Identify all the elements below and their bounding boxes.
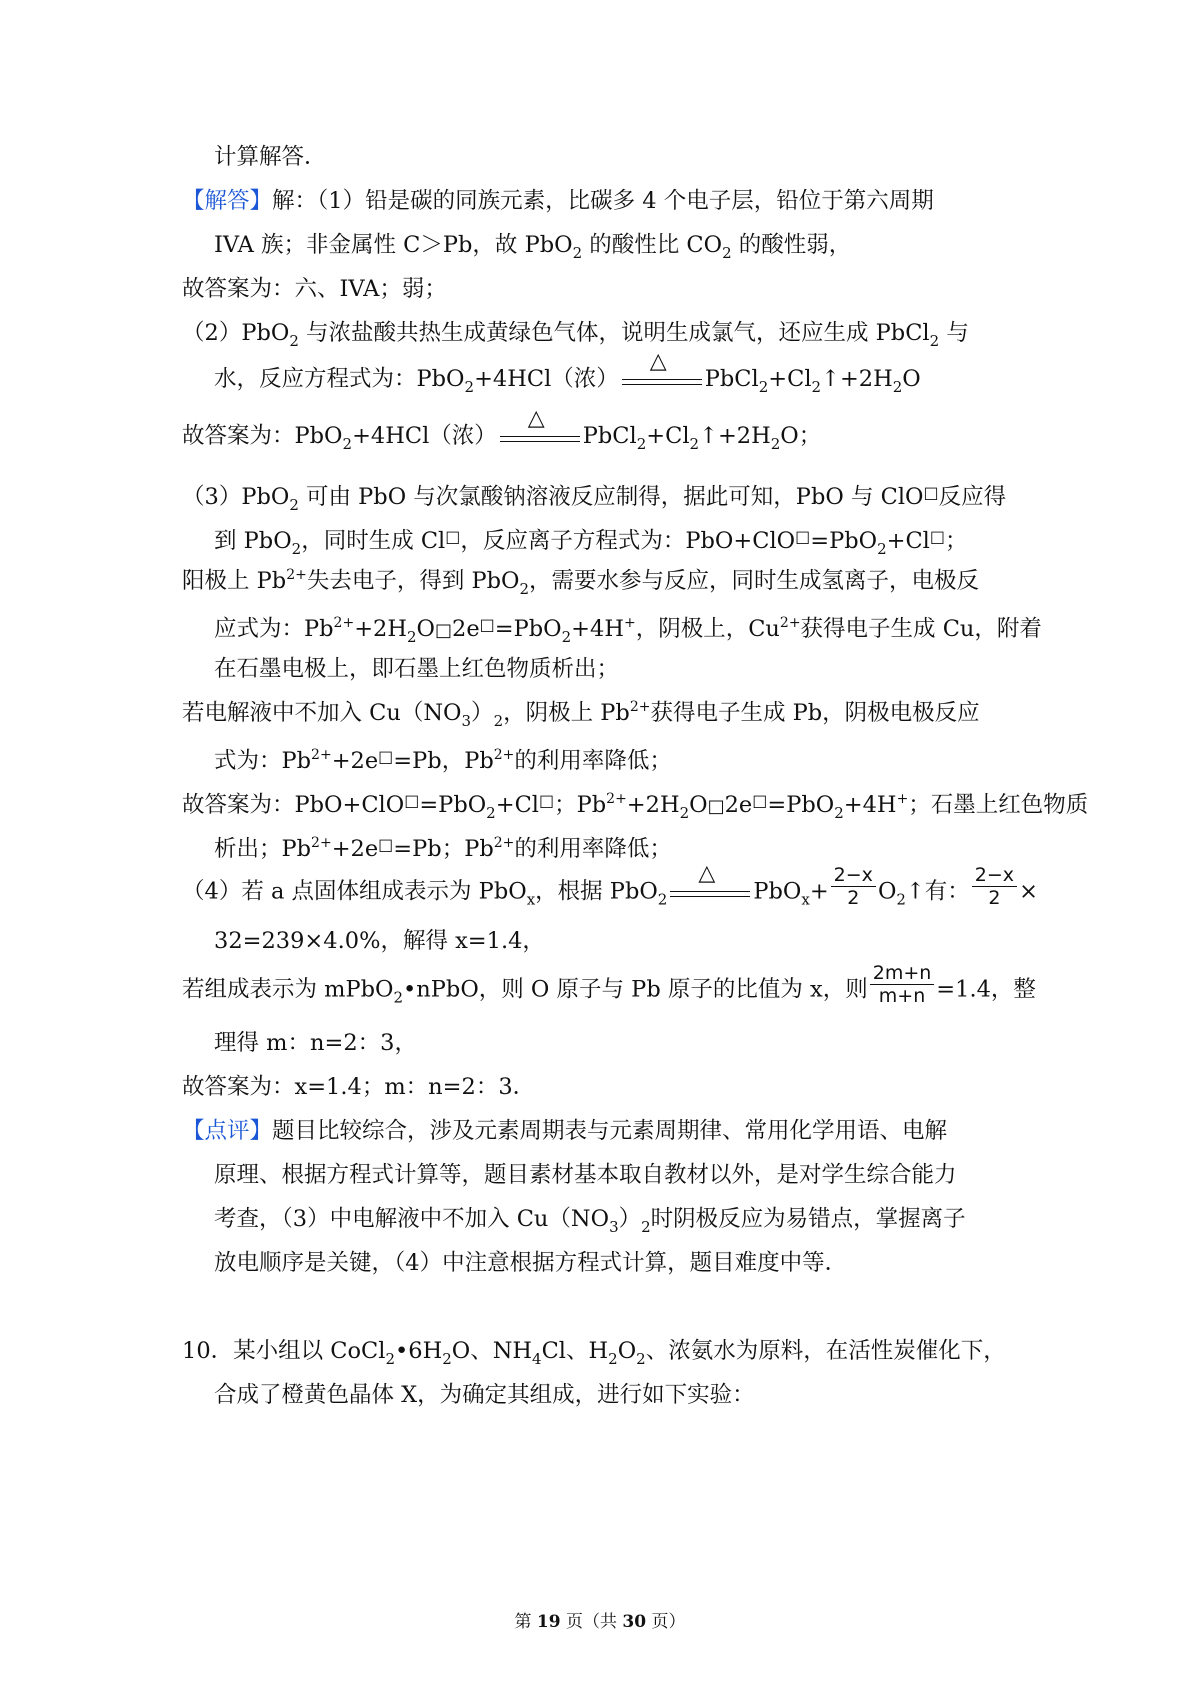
answer-part4-line1: （4）若 a 点固体组成表示为 PbO$_x$，根据 PbO$_2$ △ PbO$_x$+ $\frac{2-x}{2}$ $O_2↑$有： $\frac{2-x}{2}$ × <box>182 861 1038 909</box>
answer-part3-line4: 应式为：$Pb^{2+}+2H_2O□2e^□=PbO_2+4H^+$，阴极上，$Cu^{2+}$获得电子生成 Cu，附着 <box>214 615 1042 646</box>
answer-part3-line1: （3）PbO$_2$ 可由 PbO 与次氯酸钠溶液反应制得，据此可知，PbO 与 ClO□反应得 <box>182 483 1007 514</box>
answer-part1-line2: IVA 族；非金属性 C＞Pb，故 PbO$_2$ 的酸性比 $CO_2$ 的酸性弱， <box>214 232 852 262</box>
page-footer: 第 19 页（共 30 页） <box>514 1612 686 1632</box>
answer-part4-line3: 若组成表示为 mPbO$_2$•nPbO，则 O 原子与 Pb 原子的比值为 x，则 $\frac{2m+n}{m+n}$ =1.4，整 <box>182 962 1036 1007</box>
fraction-2-minus-x-over-2: $\frac{2-x}{2}$ <box>972 864 1017 909</box>
answer-part3-result1: 故答案为：PbO+ClO□=PbO$_2$+Cl□；$Pb^{2+}+2H_2O□2e^□=PbO_2+4H^+$；石墨上红色物质 <box>182 791 1089 822</box>
answer-tag: 【解答】 <box>182 188 273 214</box>
comment-line4: 放电顺序是关键，（4）中注意根据方程式计算，题目难度中等． <box>214 1250 848 1276</box>
analysis-tail: 计算解答． <box>214 144 327 170</box>
comment-line3: 考查，（3）中电解液中不加入 $Cu(NO_3)_2$时阴极反应为易错点，掌握离子 <box>214 1206 966 1236</box>
answer-part3-line5: 在石墨电极上，即石墨上红色物质析出； <box>214 656 620 682</box>
heat-condition-sign: △ <box>620 364 704 394</box>
answer-part3-line7: 式为：$Pb^{2+}+2e^□=Pb$，$Pb^{2+}$的利用率降低； <box>214 747 672 774</box>
comment-line2: 原理、根据方程式计算等，题目素材基本取自教材以外，是对学生综合能力 <box>214 1162 957 1188</box>
page-number: 19 <box>536 1612 561 1632</box>
question-10-line2: 合成了橙黄色晶体 X，为确定其组成，进行如下实验： <box>214 1382 755 1408</box>
answer-part2-result: 故答案为：PbO$_2$+4HCl（浓） △ $PbCl_2+Cl_2↑+2H_2O$； <box>182 406 822 453</box>
answer-part3-line2: 到 PbO$_2$，同时生成 Cl□，反应离子方程式为：PbO+ClO□=PbO$_2$+Cl□； <box>214 527 968 558</box>
answer-part4-result: 故答案为：x=1.4；m：n=2：3． <box>182 1074 536 1100</box>
heat-condition-sign: △ <box>668 876 752 906</box>
page-total: 30 <box>622 1612 647 1632</box>
answer-part3-result2: 析出；$Pb^{2+}+2e^□=Pb$；$Pb^{2+}$的利用率降低； <box>214 835 672 862</box>
answer-part1-line1: 【解答】解：（1）铅是碳的同族元素，比碳多 4 个电子层，铅位于第六周期 <box>182 188 934 214</box>
answer-part2-line1: （2）PbO$_2$ 与浓盐酸共热生成黄绿色气体，说明生成氯气，还应生成 PbCl$_2$ 与 <box>182 320 969 350</box>
heat-condition-sign: △ <box>498 421 582 451</box>
fraction-2-minus-x-over-2: $\frac{2-x}{2}$ <box>831 864 876 909</box>
answer-part2-equation: 水，反应方程式为：PbO$_2$+4HCl（浓） △ $PbCl_2+Cl_2↑+2H_2O$ <box>214 349 921 396</box>
answer-part4-line4: 理得 m：n=2：3， <box>214 1030 417 1056</box>
question-10-line1: 10．某小组以 $CoCl_2•6H_2O$、$NH_4Cl$、$H_2O_2$、浓氨水为原料，在活性炭催化下， <box>182 1338 1006 1368</box>
comment-tag: 【点评】 <box>182 1118 273 1144</box>
fraction-2m-plus-n-over-m-plus-n: $\frac{2m+n}{m+n}$ <box>870 962 935 1007</box>
answer-part3-line6: 若电解液中不加入 $Cu(NO_3)_2$，阴极上 $Pb^{2+}$获得电子生成 Pb，阴极电极反应 <box>182 699 980 730</box>
answer-part3-line3: 阳极上 $Pb^{2+}$失去电子，得到 PbO$_2$，需要水参与反应，同时生成氢离子，电极反 <box>182 567 980 598</box>
answer-part4-line2: 32=239×4.0%，解得 x=1.4， <box>214 928 545 954</box>
answer-part1-result: 故答案为：六、IVA；弱； <box>182 276 447 302</box>
comment-line1: 【点评】题目比较综合，涉及元素周期表与元素周期律、常用化学用语、电解 <box>182 1118 948 1144</box>
